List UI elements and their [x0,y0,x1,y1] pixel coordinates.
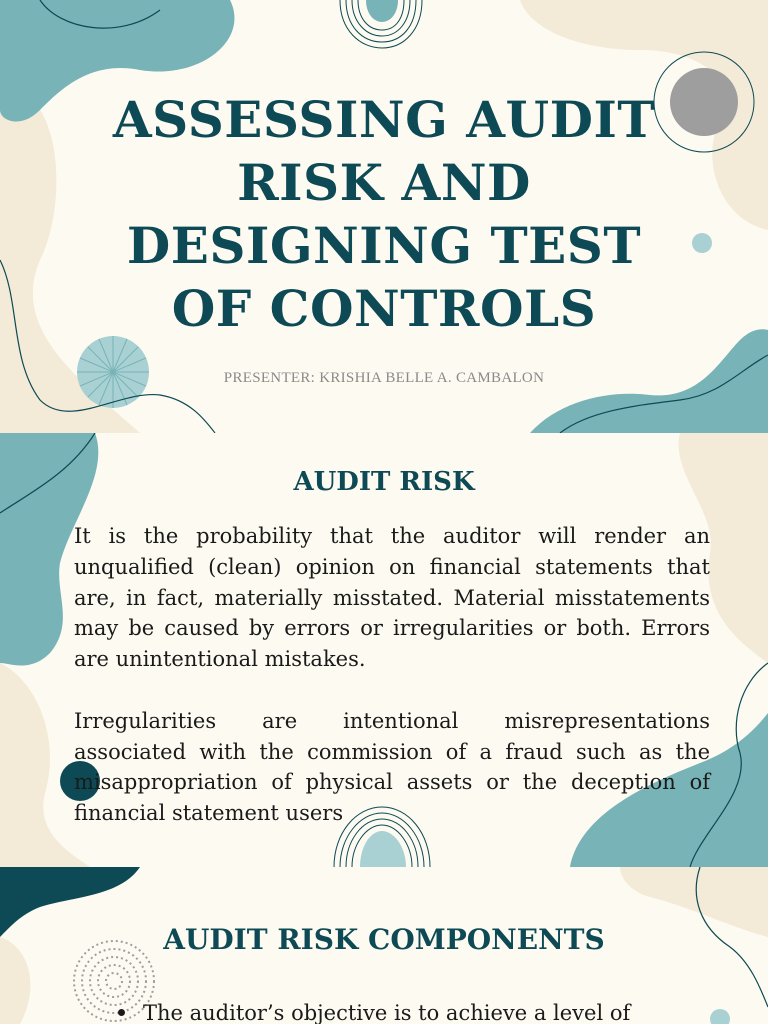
section-title-components: AUDIT RISK COMPONENTS [163,923,605,956]
presentation-title [0,88,768,340]
bullet-text: The auditor’s objective is to achieve a level of [143,1001,631,1024]
title-slide [0,0,768,433]
small-teal-dot-bottom [710,1009,730,1024]
paragraph-definition: It is the probability that the auditor will render an unqualified (clean) opinion on financial statements that are, in fact, materially misstated. Material misstatements may be caused by errors or irregularities or both. Errors are unintentional mistakes. [74,524,710,672]
title-line-3: DESIGNING TEST [126,216,642,275]
section-title-audit-risk: AUDIT RISK [293,467,475,497]
presenter-name: PRESENTER: KRISHIA BELLE A. CAMBALON [223,370,545,386]
bullet-item [118,1001,630,1024]
audit-risk-slide [0,433,768,867]
paragraph-irregularities: Irregularities are intentional misrepresentations associated with the commission of a fraud such as the misappropriation of physical assets or the deception of financial statement users [74,708,710,826]
audit-risk-body [74,521,710,829]
audit-risk-components-slide [0,867,768,1024]
title-line-2: RISK AND [237,153,531,212]
teal-arc-fill-top [366,0,398,22]
teal-arc-fill-bottom [360,831,406,867]
title-line-1: ASSESSING AUDIT [112,90,656,149]
title-line-4: OF CONTROLS [171,279,597,338]
bullet-dot-icon [118,1009,125,1016]
